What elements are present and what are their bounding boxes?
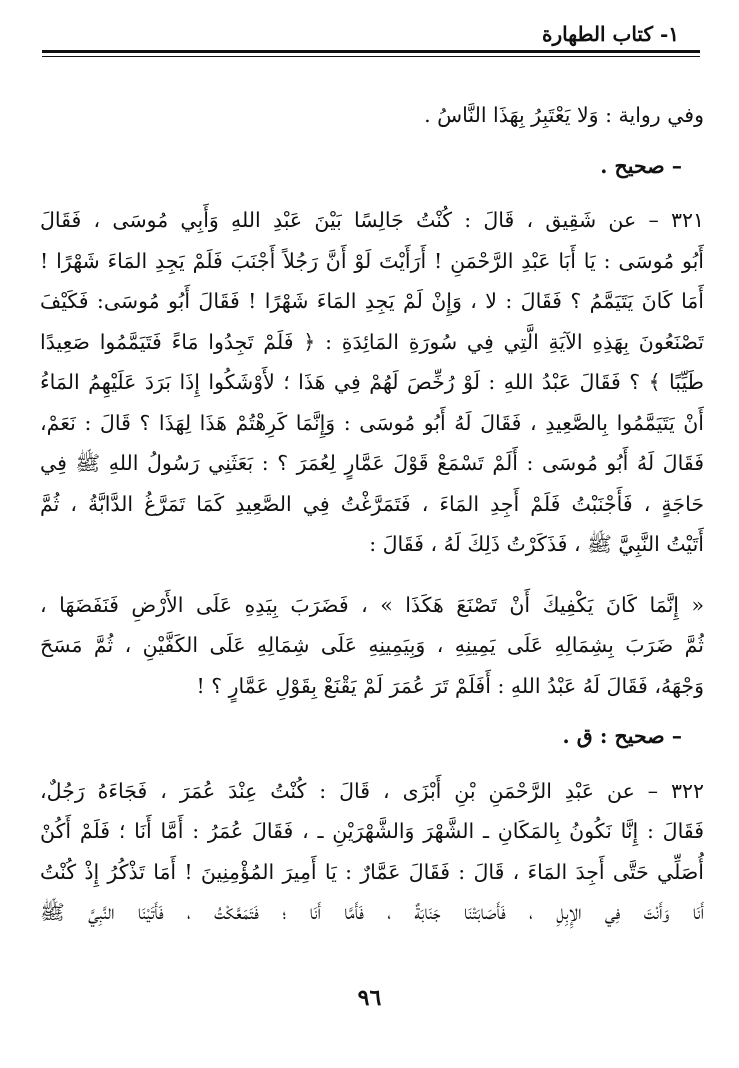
- text-line: أُصَلِّي حَتَّى أَجِدَ المَاءَ ، قَالَ : فَقَالَ عَمَّارٌ : يَا أَمِيرَ المُؤْمِنِينَ ! أَمَا تَذْكُرُ إِذْ كُنْتُ: [40, 859, 704, 884]
- hadith-322: [40, 771, 704, 933]
- paragraph-gap: [40, 565, 704, 585]
- text-line: ٣٢١ – عن شَقِيق ، قَالَ : كُنْتُ جَالِسًا بَيْنَ عَبْدِ اللهِ وَأَبِي مُوسَى ، فَقَالَ: [40, 208, 704, 232]
- text-line: حَاجَةٍ ، فَأَجْنَبْتُ فَلَمْ أَجِدِ المَاءَ ، فَتَمَرَّغْتُ فِي الصَّعِيدِ كَمَا تَمَرَّغُ الدَّابَّةُ ، ثُمَّ: [40, 491, 704, 516]
- text-line: أَتَيْتُ النَّبِيَّ ﷺ ، فَذَكَرْتُ ذَلِكَ لَهُ ، فَقَالَ :: [369, 532, 704, 556]
- page-number: ٩٦: [357, 985, 382, 1011]
- text-line: طَيِّبًا ﴾ ؟ فَقَالَ عَبْدُ اللهِ : لَوْ رُخِّصَ لَهُمْ فِي هَذَا ؛ لأَوْشَكُوا إِذَا بَرَدَ عَلَيْهِمُ المَاءُ: [40, 370, 704, 394]
- text-line: فَقَالَ : إِنَّا نَكُونُ بِالمَكَانِ ـ الشَّهْرَ وَالشَّهْرَيْنِ ـ ، فَقَالَ عُمَرُ : أَمَّا أَنَا ؛ فَلَمْ أَكُنْ: [40, 819, 704, 843]
- text-line: فَقَالَ لَهُ أَبُو مُوسَى : أَلَمْ تَسْمَعْ قَوْلَ عَمَّارٍ لِعُمَرَ ؟ : بَعَثَنِي رَسُولُ اللهِ ﷺ فِي: [40, 451, 704, 475]
- hadith-quote: [40, 585, 704, 707]
- text-line: « إِنَّمَا كَانَ يَكْفِيكَ أَنْ تَصْنَعَ هَكَذَا » ، فَضَرَبَ بِيَدِهِ عَلَى الأَرْضِ فَنَفَضَهَا ،: [40, 592, 704, 617]
- text-line: ٣٢٢ – عن عَبْدِ الرَّحْمَنِ بْنِ أَبْزَى ، قَالَ : كُنْتُ عِنْدَ عُمَرَ ، فَجَاءَهُ رَجُلٌ،: [40, 778, 704, 803]
- page-content: [40, 95, 704, 933]
- text-line: أَنَا وَأَنْتَ فِي الإِبِلِ ، فَأَصَابَتْنَا جَنَابَةٌ ، فَأَمَّا أَنَا ؛ فَتَمَعَّكْتُ ، فَأَتَيْنَا النَّبِيَّ ﷺ: [40, 900, 704, 924]
- text-line: أَنْ يَتَيَمَّمُوا بِالصَّعِيدِ ، فَقَالَ لَهُ أَبُو مُوسَى : وَإِنَّمَا كَرِهْتُمْ هَذَا لِهَذَا ؟ قَالَ : نَعَمْ،: [40, 410, 704, 435]
- grade-label: – صحيح : ق .: [562, 724, 682, 748]
- text-line: أَمَا كَانَ يَتَيَمَّمُ ؟ فَقَالَ : لا ، وَإِنْ لَمْ يَجِدِ المَاءَ شَهْرًا ! فَقَالَ أَبُو مُوسَى: فَكَيْفَ: [40, 289, 704, 313]
- narration-note: وفي رواية : وَلا يَعْتَبِرُ بِهَذَا النَّاسُ .: [424, 103, 704, 127]
- header-rule-thin: [42, 56, 700, 57]
- text-line: وَجْهَهُ، فَقَالَ لَهُ عَبْدُ اللهِ : أَفَلَمْ تَرَ عُمَرَ لَمْ يَقْنَعْ بِقَوْلِ عَمَّارٍ ؟ !: [196, 673, 704, 698]
- text-line: ثُمَّ ضَرَبَ بِشِمَالِهِ عَلَى يَمِينِهِ ، وَبِيَمِينِهِ عَلَى شِمَالِهِ عَلَى الكَفَّيْنِ ، ثُمَّ مَسَحَ: [40, 633, 704, 657]
- hadith-321: [40, 200, 704, 565]
- header-rule: [42, 50, 700, 53]
- chapter-header: ١- كتاب الطهارة: [542, 22, 679, 46]
- text-line: أَبُو مُوسَى : يَا أَبَا عَبْدِ الرَّحْمَنِ ! أَرَأَيْتَ لَوْ أَنَّ رَجُلاً أَجْنَبَ فَلَمْ يَجِدِ المَاءَ شَهْرًا !: [40, 248, 704, 273]
- grade-label: – صحيح .: [600, 153, 682, 178]
- text-line: تَصْنَعُونَ بِهَذِهِ الآيَةِ الَّتِي فِي سُورَةِ المَائِدَةِ : ﴿ فَلَمْ تَجِدُوا مَاءً فَتَيَمَّمُوا صَعِيدًا: [40, 329, 704, 354]
